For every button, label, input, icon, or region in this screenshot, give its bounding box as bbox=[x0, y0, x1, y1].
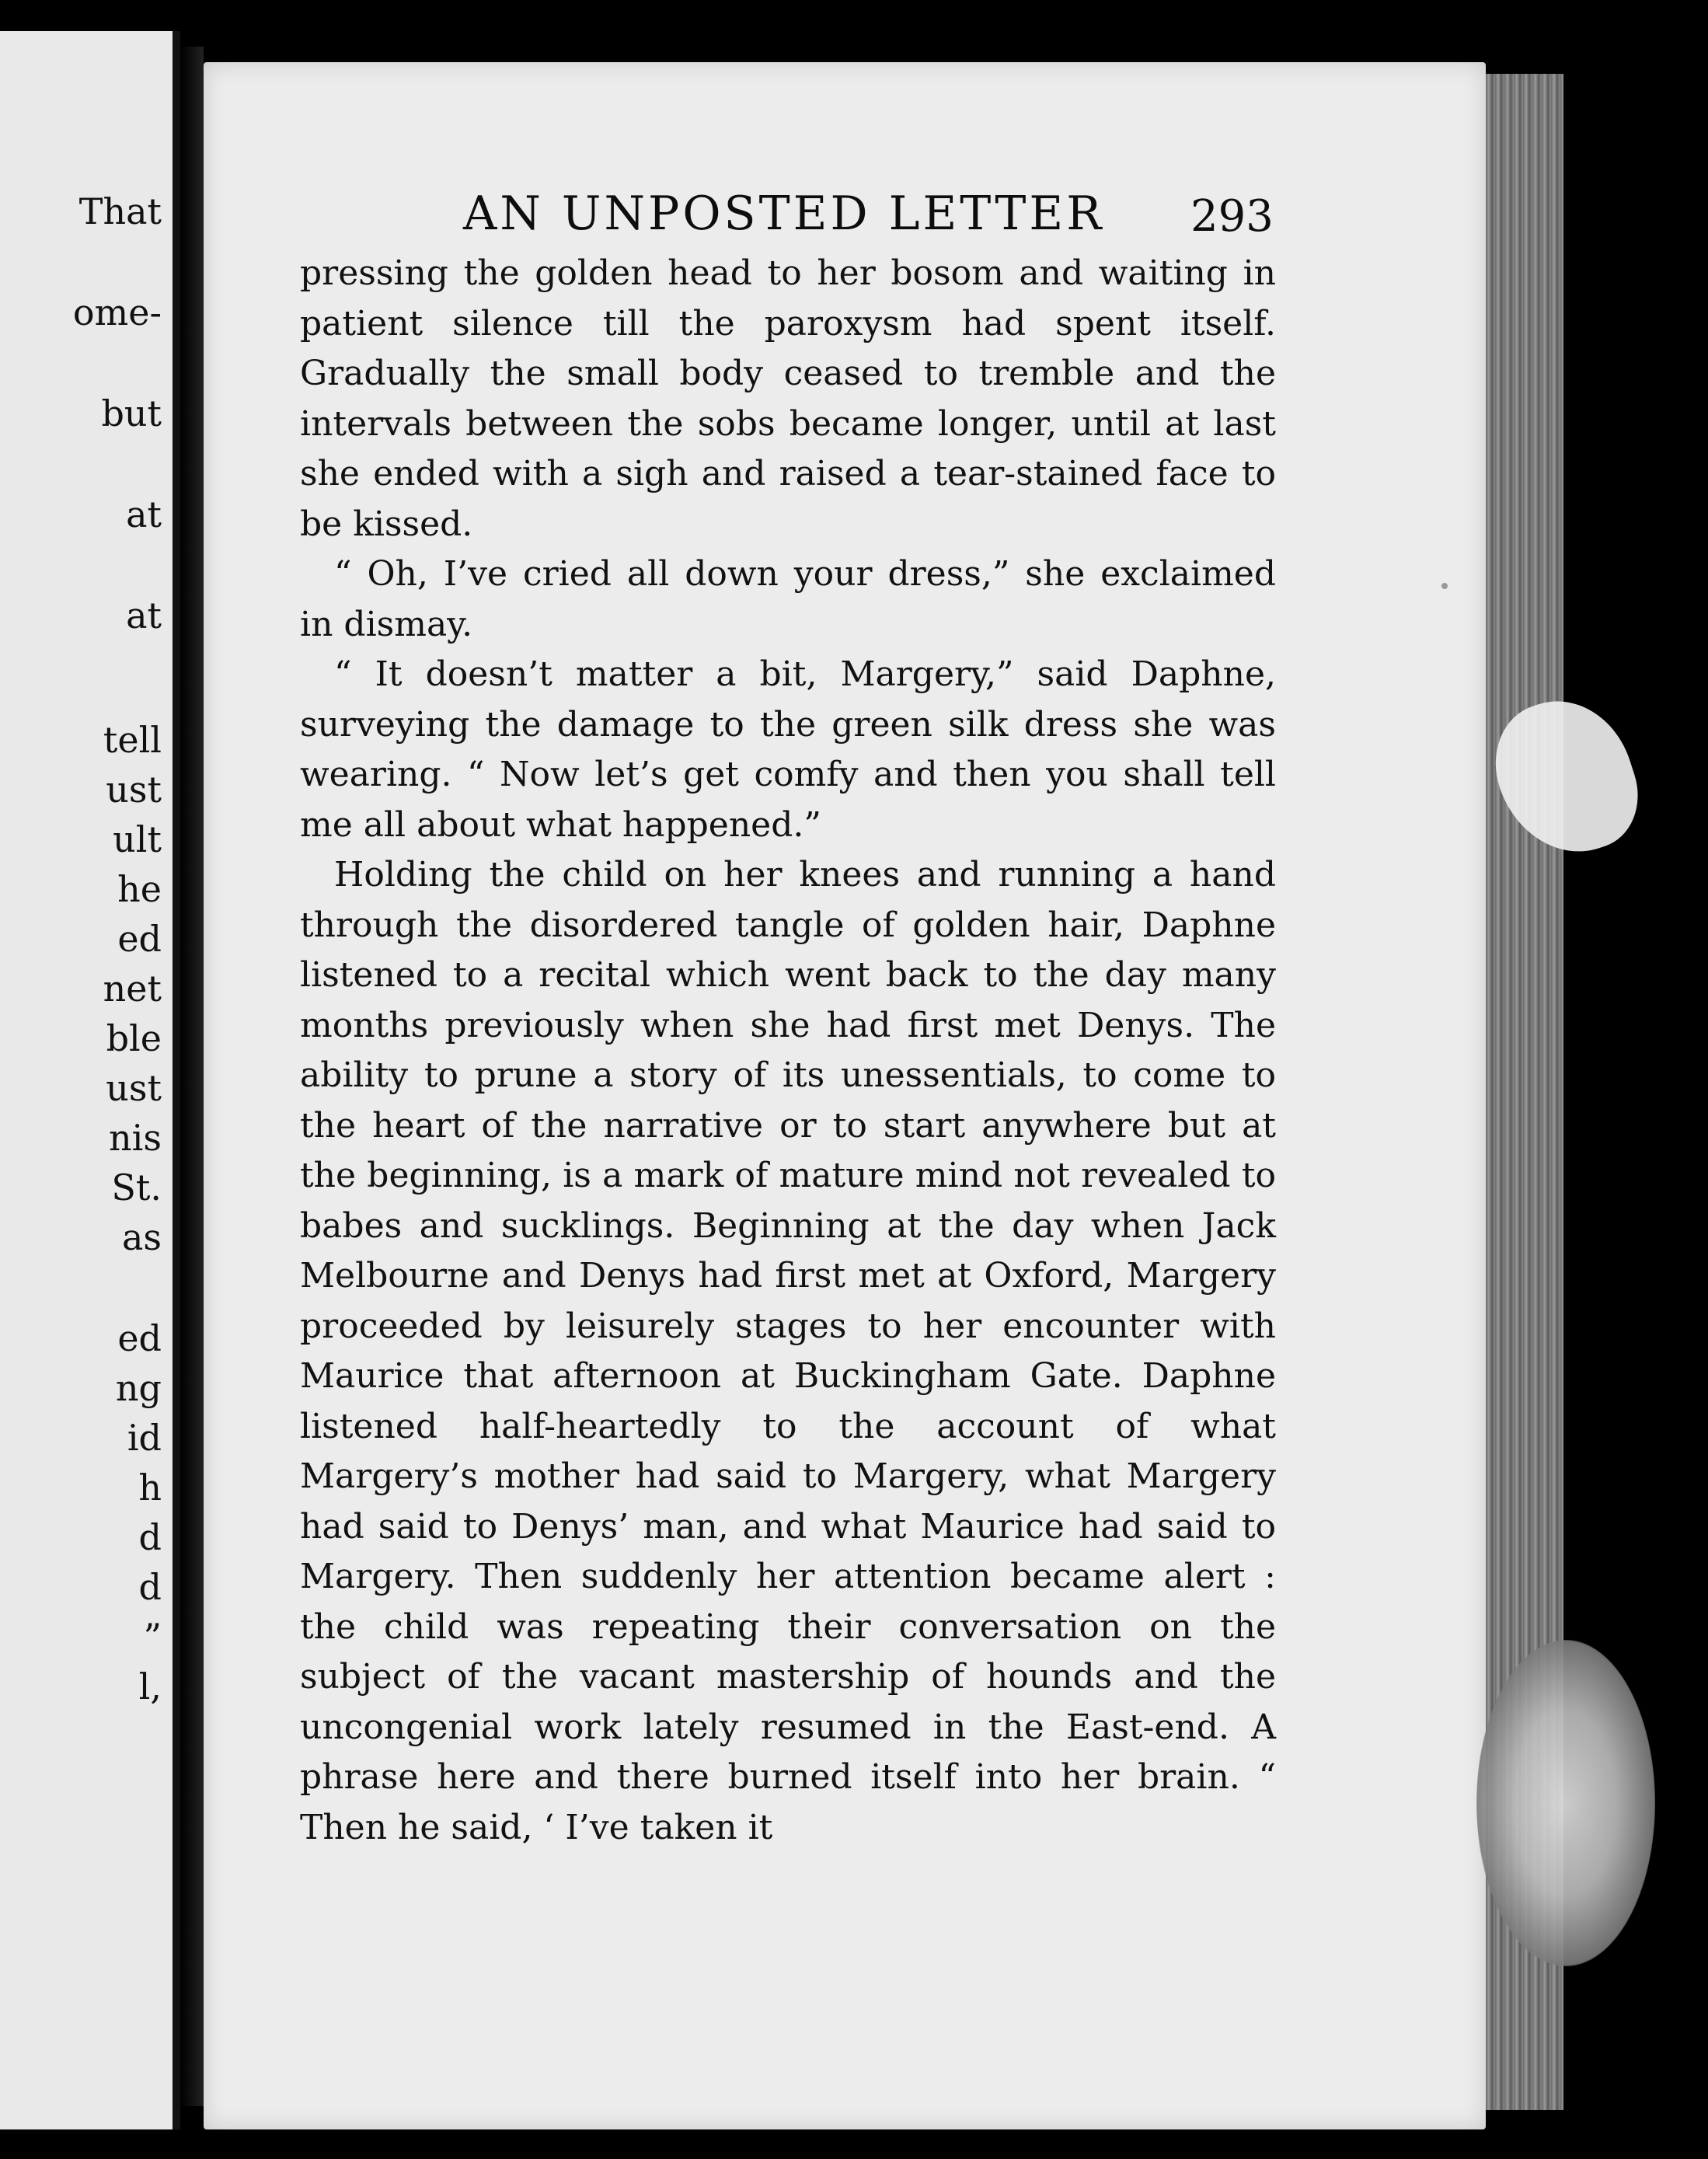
paragraph: “ It doesn’t matter a bit, Margery,” said Daphne, surveying the damage to the green silk dress she was wearing. “ Now let’s get comfy and then you shall tell me all about what happened.” bbox=[300, 654, 1276, 845]
left-page-fragment: ust bbox=[106, 1067, 162, 1109]
left-page-fragment: ng bbox=[115, 1367, 162, 1409]
left-page-fragment: nis bbox=[109, 1117, 162, 1159]
page-damage-spot bbox=[1476, 1640, 1655, 1966]
left-page-fragment: as bbox=[121, 1216, 162, 1258]
left-page-fragment: ed bbox=[117, 1317, 162, 1359]
body-text bbox=[300, 249, 1276, 1853]
left-page-fragment: tell bbox=[103, 719, 162, 761]
paragraph: pressing the golden head to her bosom and waiting in patient silence till the paroxysm had spent itself. Gradually the small body ceased to tremble and the intervals between the sobs became longer, until at last she ended with a sigh and raised a tear-stained face to be kissed. bbox=[300, 253, 1276, 544]
left-page-fragment: ” bbox=[143, 1616, 162, 1658]
left-page-fragment: ult bbox=[113, 818, 162, 860]
page-number: 293 bbox=[1190, 191, 1274, 242]
book-page bbox=[204, 62, 1486, 2129]
left-page-fragment: but bbox=[101, 392, 162, 434]
left-page-fragment: h bbox=[138, 1467, 162, 1509]
left-page-fragment: ome- bbox=[72, 291, 162, 333]
left-page-fragment: at bbox=[126, 595, 162, 637]
left-page-fragment: at bbox=[126, 494, 162, 535]
left-page-fragment: St. bbox=[111, 1167, 162, 1209]
running-head bbox=[204, 187, 1486, 249]
left-page-fragment: ed bbox=[117, 918, 162, 960]
left-page-fragment: he bbox=[117, 868, 162, 910]
left-page-fragment: d bbox=[138, 1516, 162, 1558]
left-page-fragment: ble bbox=[106, 1017, 162, 1059]
left-page-fragment: d bbox=[138, 1566, 162, 1608]
chapter-title: AN UNPOSTED LETTER bbox=[463, 187, 1105, 241]
paragraph: “ Oh, I’ve cried all down your dress,” she exclaimed in dismay. bbox=[300, 554, 1276, 644]
left-page-fragment: l, bbox=[138, 1665, 162, 1707]
paragraph: Holding the child on her knees and running a hand through the disordered tangle of golden hair, Daphne listened to a recital which went back to the day many months previously when she had first met Denys. The ability to prune a story of its unessentials, to come to the heart of the narrative or to start anywhere but at the beginning, is a mark of mature mind not revealed to babes and sucklings. Beginning at the day when Jack Melbourne and Denys had first met at Oxford, Margery proceeded by leisurely stages to her encounter with Maurice that afternoon at Buckingham Gate. Daphne listened half-heartedly to the account of what Margery’s mother had said to Margery, what Margery had said to Denys’ man, and what Maurice had said to Margery. Then suddenly her attention became alert : the child was repeating their conversation on the subject of the vacant mastership of hounds and the uncongenial work lately resumed in the East-end. A phrase here and there burned itself into her brain. “ Then he said, ‘ I’ve taken it bbox=[300, 855, 1276, 1847]
left-page-fragment: ust bbox=[106, 769, 162, 811]
book-gutter bbox=[180, 47, 204, 2106]
left-page-fragment: That bbox=[78, 190, 162, 232]
left-page-fragment: net bbox=[103, 968, 162, 1010]
left-facing-page bbox=[0, 31, 180, 2129]
dust-speck bbox=[1441, 583, 1448, 589]
left-page-fragment: id bbox=[127, 1417, 162, 1459]
